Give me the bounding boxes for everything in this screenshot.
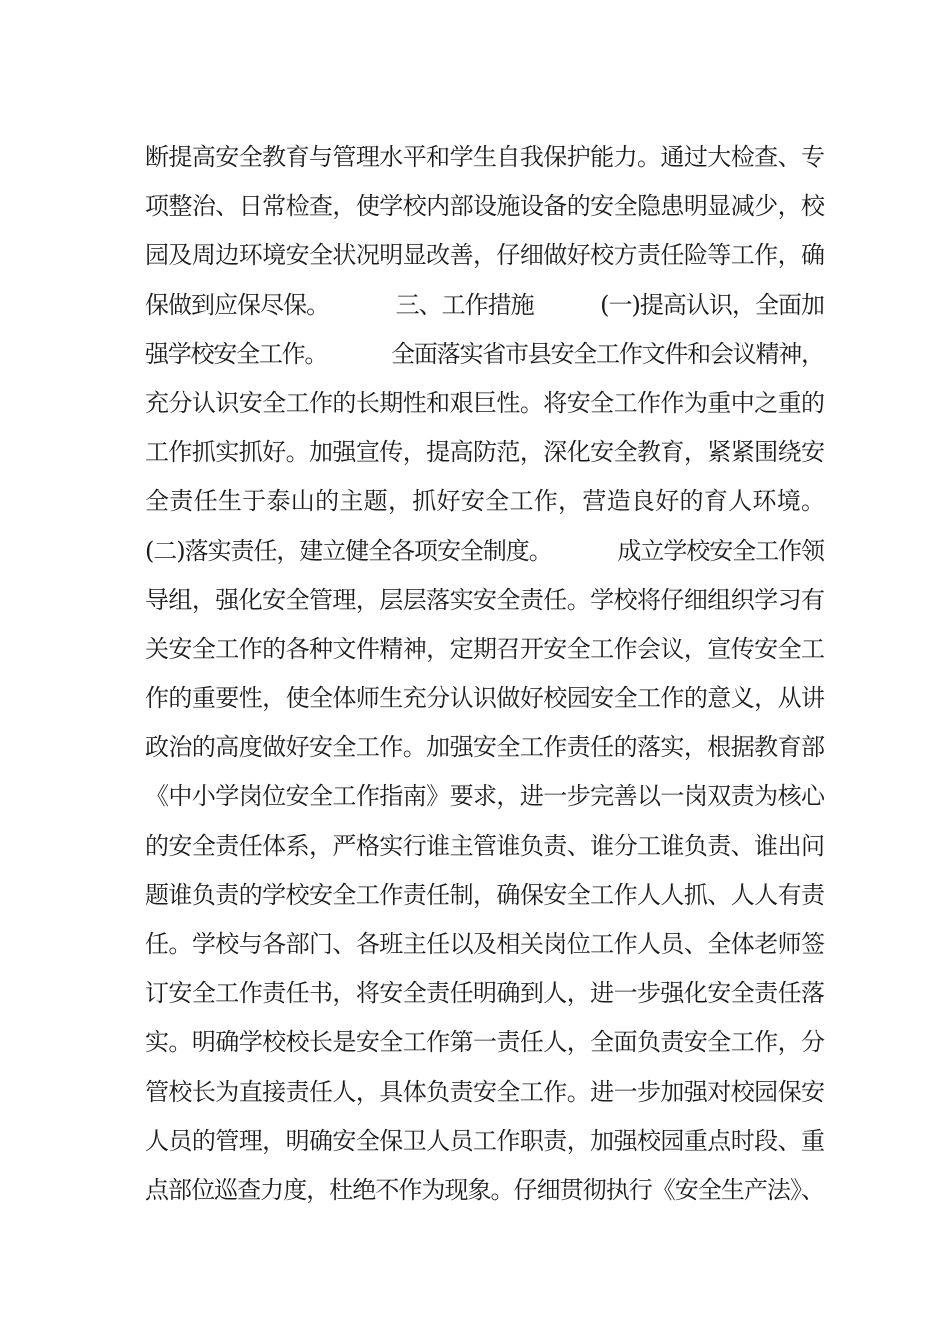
text-line-content: 《中小学岗位安全工作指南》要求，进一步完善以一岗双责为核心 <box>145 782 825 811</box>
text-line <box>145 133 825 182</box>
text-line-content: 管校长为直接责任人，具体负责安全工作。进一步加强对校园保安 <box>145 1077 825 1106</box>
text-line <box>145 1068 825 1117</box>
text-line-content: 断提高安全教育与管理水平和学生自我保护能力。通过大检查、专 <box>145 143 825 171</box>
text-line-content: 题谁负责的学校安全工作责任制，确保安全工作人人抓、人人有责 <box>145 880 825 909</box>
text-line-content: 充分认识安全工作的长期性和艰巨性。将安全工作作为重中之重的 <box>145 388 825 417</box>
text-line-content: 工作抓实抓好。加强宣传，提高防范，深化安全教育，紧紧围绕安 <box>145 438 825 467</box>
text-line <box>145 330 825 379</box>
text-line-content: 作的重要性，使全体师生充分认识做好校园安全工作的意义，从讲 <box>145 684 825 713</box>
body-text <box>145 133 825 1215</box>
text-line-content: 关安全工作的各种文件精神，定期召开安全工作会议，宣传安全工 <box>145 634 825 663</box>
text-line-content: (二)落实责任，建立健全各项安全制度。 成立学校安全工作领 <box>145 536 824 565</box>
text-line <box>145 182 825 231</box>
text-line <box>145 920 825 969</box>
text-line-content: 园及周边环境安全状况明显改善，仔细做好校方责任险等工作，确 <box>145 241 825 270</box>
text-line <box>145 871 825 920</box>
text-line-content: 保做到应保尽保。 三、工作措施 (一)提高认识，全面加 <box>145 290 825 319</box>
text-line <box>145 674 825 723</box>
text-line <box>145 527 825 576</box>
text-line-content: 的安全责任体系，严格实行谁主管谁负责、谁分工谁负责、谁出问 <box>145 831 825 860</box>
text-line <box>145 231 825 280</box>
text-line-content: 点部位巡查力度，杜绝不作为现象。仔细贯彻执行《安全生产法》、 <box>145 1175 825 1204</box>
text-line <box>145 1166 825 1215</box>
text-line <box>145 969 825 1018</box>
text-line-content: 项整治、日常检查，使学校内部设施设备的安全隐患明显减少，校 <box>145 192 825 221</box>
text-line <box>145 772 825 821</box>
text-line <box>145 576 825 625</box>
text-line-content: 人员的管理，明确安全保卫人员工作职责，加强校园重点时段、重 <box>145 1126 825 1155</box>
text-line <box>145 625 825 674</box>
text-line <box>145 723 825 772</box>
text-line-content: 导组，强化安全管理，层层落实安全责任。学校将仔细组织学习有 <box>145 585 825 614</box>
text-line-content: 订安全工作责任书，将安全责任明确到人，进一步强化安全责任落 <box>145 979 825 1008</box>
text-line <box>145 1117 825 1166</box>
text-line <box>145 1018 825 1067</box>
text-line <box>145 281 825 330</box>
text-line <box>145 428 825 477</box>
text-line-content: 任。学校与各部门、各班主任以及相关岗位工作人员、全体老师签 <box>145 930 825 958</box>
text-line-content: 全责任生于泰山的主题，抓好安全工作，营造良好的育人环境。 <box>145 487 826 516</box>
text-line <box>145 379 825 428</box>
text-line-content: 强学校安全工作。 全面落实省市县安全工作文件和会议精神， <box>145 339 824 368</box>
text-line-content: 实。明确学校校长是安全工作第一责任人，全面负责安全工作，分 <box>145 1028 825 1057</box>
text-line <box>145 477 825 526</box>
text-line-content: 政治的高度做好安全工作。加强安全工作责任的落实，根据教育部 <box>145 733 825 762</box>
text-line <box>145 822 825 871</box>
